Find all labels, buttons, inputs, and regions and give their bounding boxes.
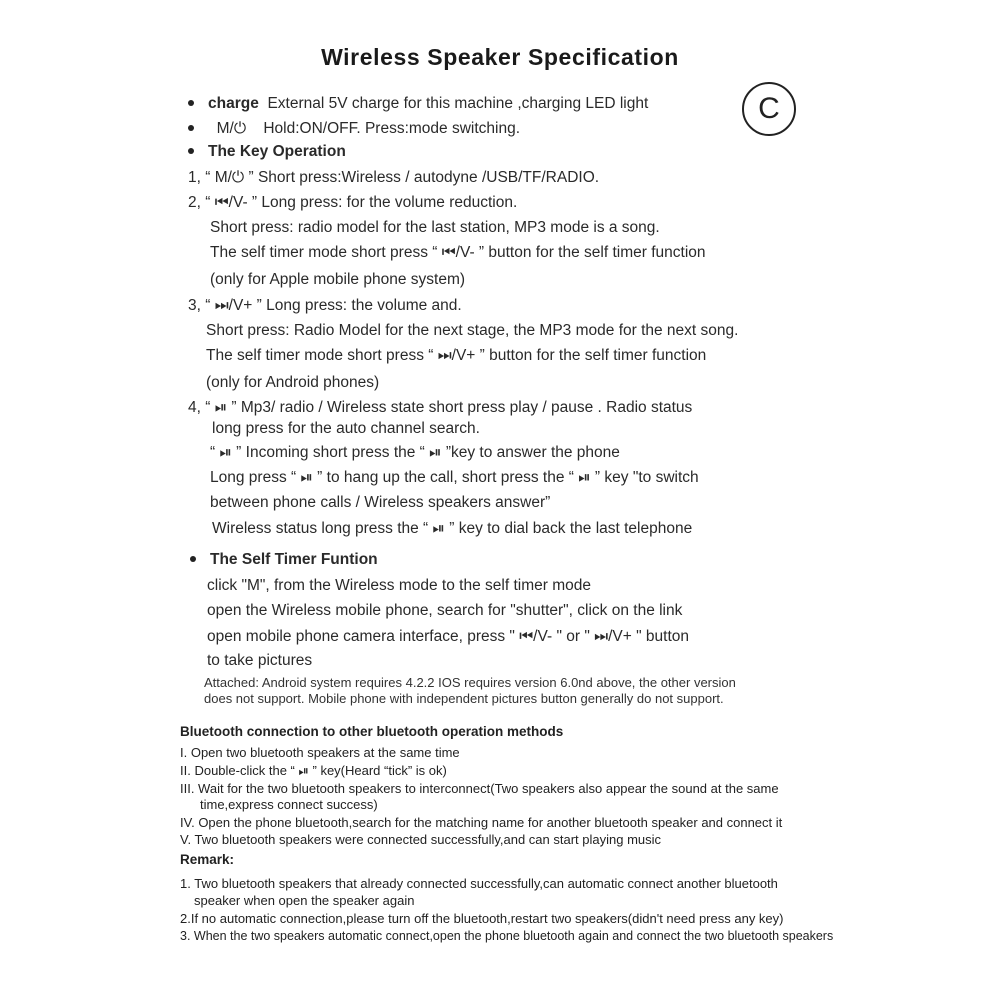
key-op-line: Short press: radio model for the last station, MP3 mode is a song. [210,219,660,236]
bullet-self-timer [190,551,378,569]
key-op-line: between phone calls / Wireless speakers answer” [210,494,551,511]
remark-item: 3. When the two speakers automatic connect,open the phone bluetooth again and connect the two bluetooth speakers [180,929,834,943]
bullet-charge [188,95,648,113]
key-op-line: 4, “ ⏯ ” Mp3/ radio / Wireless state short press play / pause . Radio status [188,399,693,416]
bullet-dot-icon [188,100,194,106]
bullet-key-operation [188,143,346,161]
key-op-line: The self timer mode short press “ ⏮/V- ” button for the self timer function [210,244,706,261]
bluetooth-heading: Bluetooth connection to other bluetooth operation methods [180,724,564,739]
key-op-line: The self timer mode short press “ ⏭/V+ ” button for the self timer function [206,347,707,364]
bullet-dot-icon [190,556,196,562]
charge-label: charge [208,95,259,112]
self-timer-heading: The Self Timer Funtion [210,551,378,568]
charge-text: External 5V charge for this machine ,charging LED light [267,95,649,112]
key-op-line: long press for the auto channel search. [212,420,480,437]
bluetooth-step: I. Open two bluetooth speakers at the same time [180,745,460,760]
key-op-line: “ ⏯ ” Incoming short press the “ ⏯ ”key to answer the phone [210,444,620,461]
mode-text: Hold:ON/OFF. Press:mode switching. [263,120,521,137]
bullet-mode [188,120,520,138]
key-op-line: Wireless status long press the “ ⏯ ” key to dial back the last telephone [212,520,693,537]
bluetooth-step: IV. Open the phone bluetooth,search for the matching name for another bluetooth speaker and connect it [180,815,783,830]
bluetooth-step: III. Wait for the two bluetooth speakers to interconnect(Two speakers also appear the sound at the same [180,781,779,796]
mode-label: M/⏻ [216,120,247,137]
self-timer-line: to take pictures [207,652,313,669]
ce-mark-logo: C [742,82,796,136]
attached-note: Attached: Android system requires 4.2.2 IOS requires version 6.0nd above, the other version [204,675,736,690]
page-title: Wireless Speaker Specification [321,44,679,70]
key-op-line: 3, “ ⏭/V+ ” Long press: the volume and. [188,297,462,314]
self-timer-line: open the Wireless mobile phone, search for "shutter", click on the link [207,602,683,619]
bullet-dot-icon [188,125,194,131]
bullet-dot-icon [188,148,194,154]
attached-note: does not support. Mobile phone with independent pictures button generally do not support. [204,691,724,706]
key-op-line: (only for Android phones) [206,374,380,391]
key-op-line: 2, “ ⏮/V- ” Long press: for the volume reduction. [188,194,518,211]
remark-item: 1. Two bluetooth speakers that already connected successfully,can automatic connect another bluetooth [180,876,778,891]
key-operation-heading: The Key Operation [208,143,346,160]
self-timer-line: click "M", from the Wireless mode to the self timer mode [207,577,591,594]
remark-item: 2.If no automatic connection,please turn off the bluetooth,restart two speakers(didn't need press any key) [180,911,784,926]
remark-item: speaker when open the speaker again [194,893,415,908]
key-op-line: Long press “ ⏯ ” to hang up the call, short press the “ ⏯ ” key "to switch [210,469,699,486]
bluetooth-step: II. Double-click the “ ⏯ ” key(Heard “tick” is ok) [180,763,447,778]
bluetooth-step: V. Two bluetooth speakers were connected successfully,and can start playing music [180,832,662,847]
remark-heading: Remark: [180,852,235,867]
key-op-line: (only for Apple mobile phone system) [210,271,466,288]
key-op-line: Short press: Radio Model for the next stage, the MP3 mode for the next song. [206,322,739,339]
key-op-line: 1, “ M/⏻ ” Short press:Wireless / autodyne /USB/TF/RADIO. [188,169,600,186]
self-timer-line: open mobile phone camera interface, press " ⏮/V- " or " ⏭/V+ " button [207,628,690,645]
bluetooth-step: time,express connect success) [200,797,378,812]
